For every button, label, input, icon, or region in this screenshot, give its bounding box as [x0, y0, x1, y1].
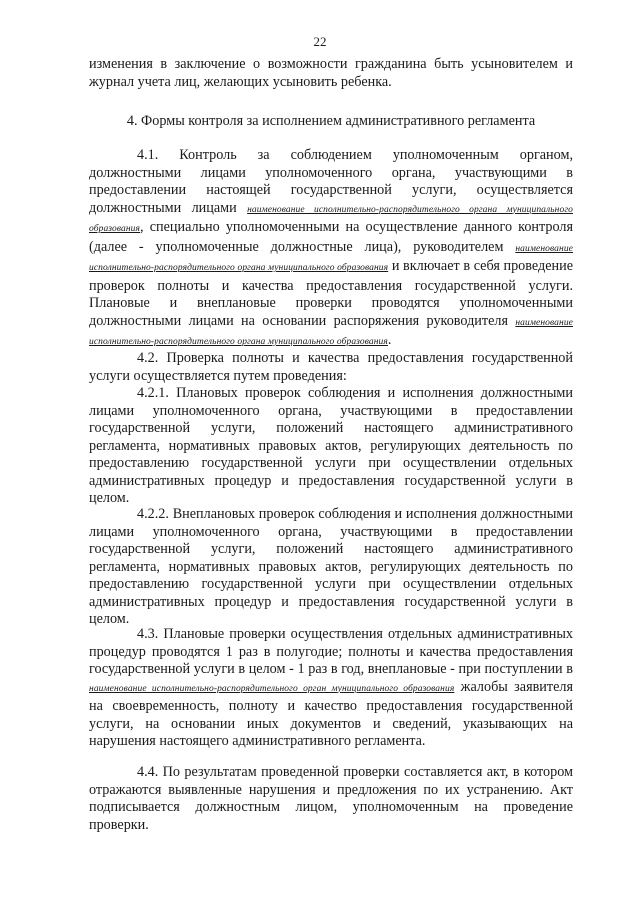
continuation-paragraph [89, 56, 573, 91]
paragraph-text: 4.2.1. Плановых проверок соблюдения и исполнения должностными лицами уполномоченного органа, участвующими в предоставлении государственной услуги, положений настоящего административного регламента, нормативных правовых актов, регулирующих деятельность по предоставлению государственной услуги при осуществлении отдельных административных процедур и предоставления государственной услуги в целом. [89, 385, 573, 506]
placeholder-authority-name: наименование исполнительно-распорядительного органа муниципального образования [89, 204, 573, 234]
paragraph-text: 4.2. Проверка полноты и качества предоставления государственной услуги осуществляется путем проведения: [89, 350, 573, 384]
text-run: . [387, 332, 392, 348]
text-run: 4.1. Контроль за соблюдением уполномоченным органом, должностными лицами уполномоченного органа, участвующими в предоставлении настоящей государственной услуги, осуществляется должностными лицами [89, 147, 573, 216]
paragraph-text: 4.2.2. Внеплановых проверок соблюдения и исполнения должностными лицами уполномоченного органа, участвующими в предоставлении государственной услуги, положений настоящего административного регламента, нормативных правовых актов, регулирующих деятельность по предоставлению государственной услуги при осуществлении отдельных административных процедур и предоставления государственной услуги в целом. [89, 506, 573, 627]
placeholder-authority-name: наименование исполнительно-распорядительного орган муниципального образования [89, 683, 455, 694]
section-heading-text: 4. Формы контроля за исполнением административного регламента [126, 113, 536, 129]
placeholder-authority-name: наименование исполнительно-распорядительного органа муниципального образования [89, 317, 573, 347]
paragraph-4-3 [89, 626, 573, 751]
placeholder-authority-name: наименование исполнительно-распорядительного органа муниципального образования [89, 243, 573, 273]
paragraph-4-1 [89, 147, 573, 352]
paragraph-text [89, 147, 573, 352]
paragraph-4-2-1 [89, 385, 573, 508]
paragraph-4-4 [89, 764, 573, 834]
paragraph-4-2-2 [89, 506, 573, 629]
paragraph-text [89, 626, 573, 751]
text-run: жалобы заявителя на своевременность, полноту и качество предоставления государственной услуги, на основании иных документов и сведений, указывающих на нарушения настоящего административного регламента. [89, 678, 573, 749]
page-number: 22 [313, 34, 327, 49]
paragraph-text: изменения в заключение о возможности гражданина быть усыновителем и журнал учета лиц, желающих усыновить ребенка. [89, 56, 573, 90]
paragraph-text: 4.4. По результатам проведенной проверки составляется акт, в котором отражаются выявленные нарушения и предложения по их устранению. Акт подписывается должностным лицом, уполномоченным на проведение проверки. [89, 764, 573, 833]
section-heading [89, 113, 573, 131]
paragraph-4-2 [89, 350, 573, 385]
text-run: и включает в себя проведение проверок полноты и качества предоставления государственной услуги. Плановые и внеплановые проверки проводятся уполномоченными должностными лицами на основании распоряжения руководителя [89, 258, 573, 329]
text-run: 4.3. Плановые проверки осуществления отдельных административных процедур проводятся 1 раз в полугодие; полноты и качества предоставления государственной услуги в целом - 1 раз в год, внеплановые - при поступлении в [89, 626, 573, 677]
text-run: , специально уполномоченными на осуществление данного контроля (далее - уполномоченные должностные лица), руководителем [89, 219, 573, 255]
